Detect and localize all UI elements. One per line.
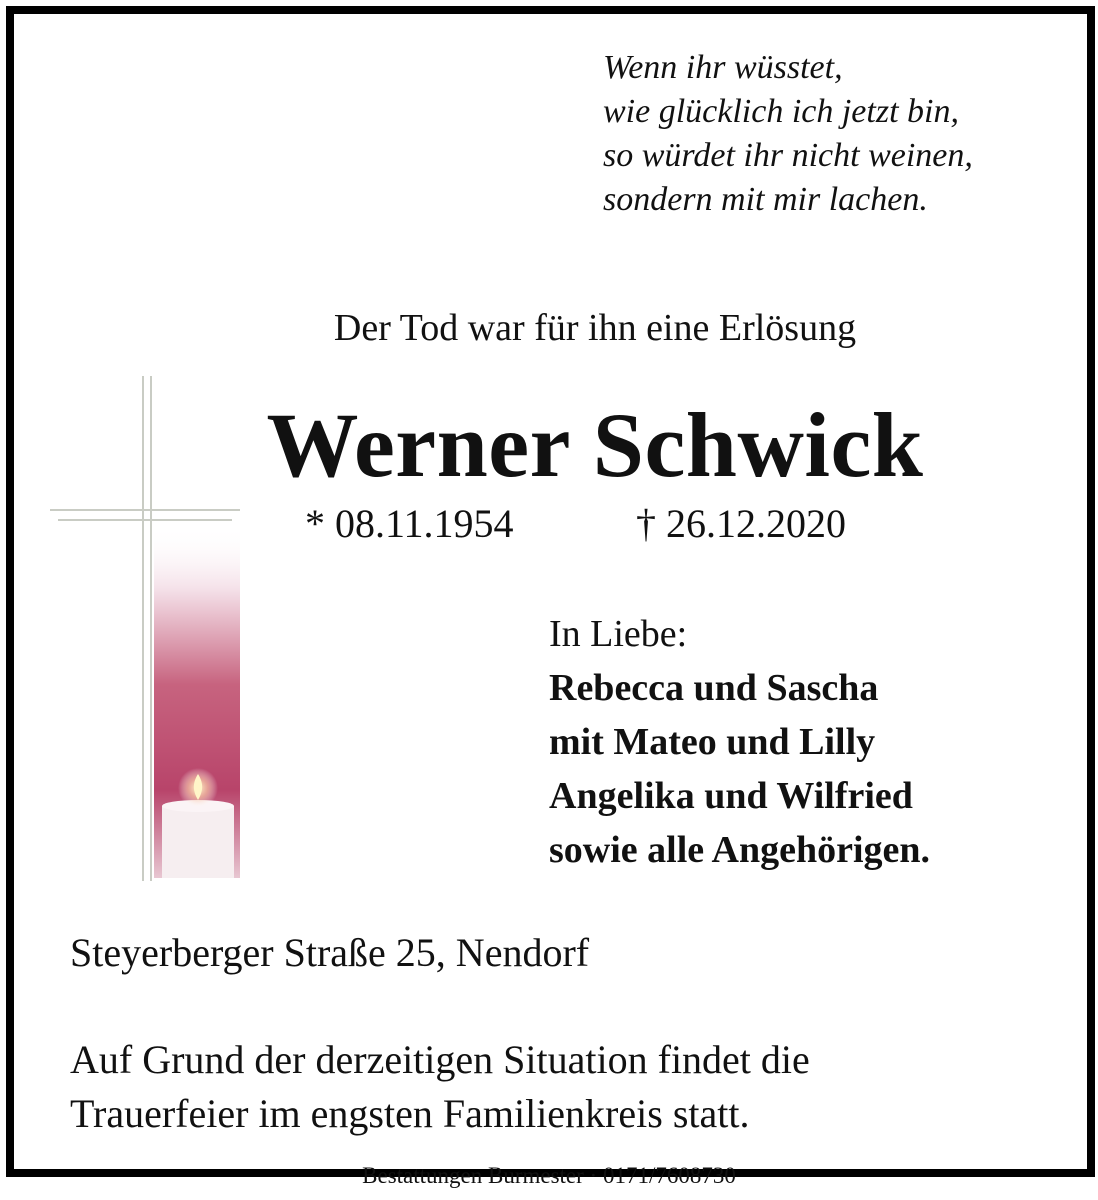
notice-line: Trauerfeier im engsten Familienkreis statt. xyxy=(70,1091,750,1136)
quote-line: wie glücklich ich jetzt bin, xyxy=(603,93,959,130)
intro-line: Der Tod war für ihn eine Erlösung xyxy=(333,307,857,349)
quote-line: Wenn ihr wüsstet, xyxy=(603,49,843,86)
funeral-home-contact: Bestattungen Burmester · 0171/7608730 xyxy=(362,1163,736,1188)
mourners-block xyxy=(549,607,930,877)
death-date: † 26.12.2020 xyxy=(636,501,846,546)
quote-line: so würdet ihr nicht weinen, xyxy=(603,137,973,174)
address: Steyerberger Straße 25, Nendorf xyxy=(70,930,590,975)
mourner-line: Angelika und Wilfried xyxy=(549,775,913,817)
candle-body xyxy=(162,806,234,878)
birth-date: * 08.11.1954 xyxy=(305,501,514,546)
quote-line: sondern mit mir lachen. xyxy=(603,181,928,218)
mourner-line: mit Mateo und Lilly xyxy=(549,721,876,763)
mourner-line: Rebecca und Sascha xyxy=(549,667,879,709)
footer xyxy=(0,1160,1098,1200)
notice-line: Auf Grund der derzeitigen Situation findet die xyxy=(70,1037,810,1082)
mourners-heading: In Liebe: xyxy=(549,613,688,655)
funeral-notice xyxy=(70,1033,810,1141)
deceased-name: Werner Schwick xyxy=(266,394,924,496)
footer-divider xyxy=(803,1175,1003,1177)
mourner-line: sowie alle Angehörigen. xyxy=(549,829,931,871)
memorial-quote xyxy=(603,46,973,222)
